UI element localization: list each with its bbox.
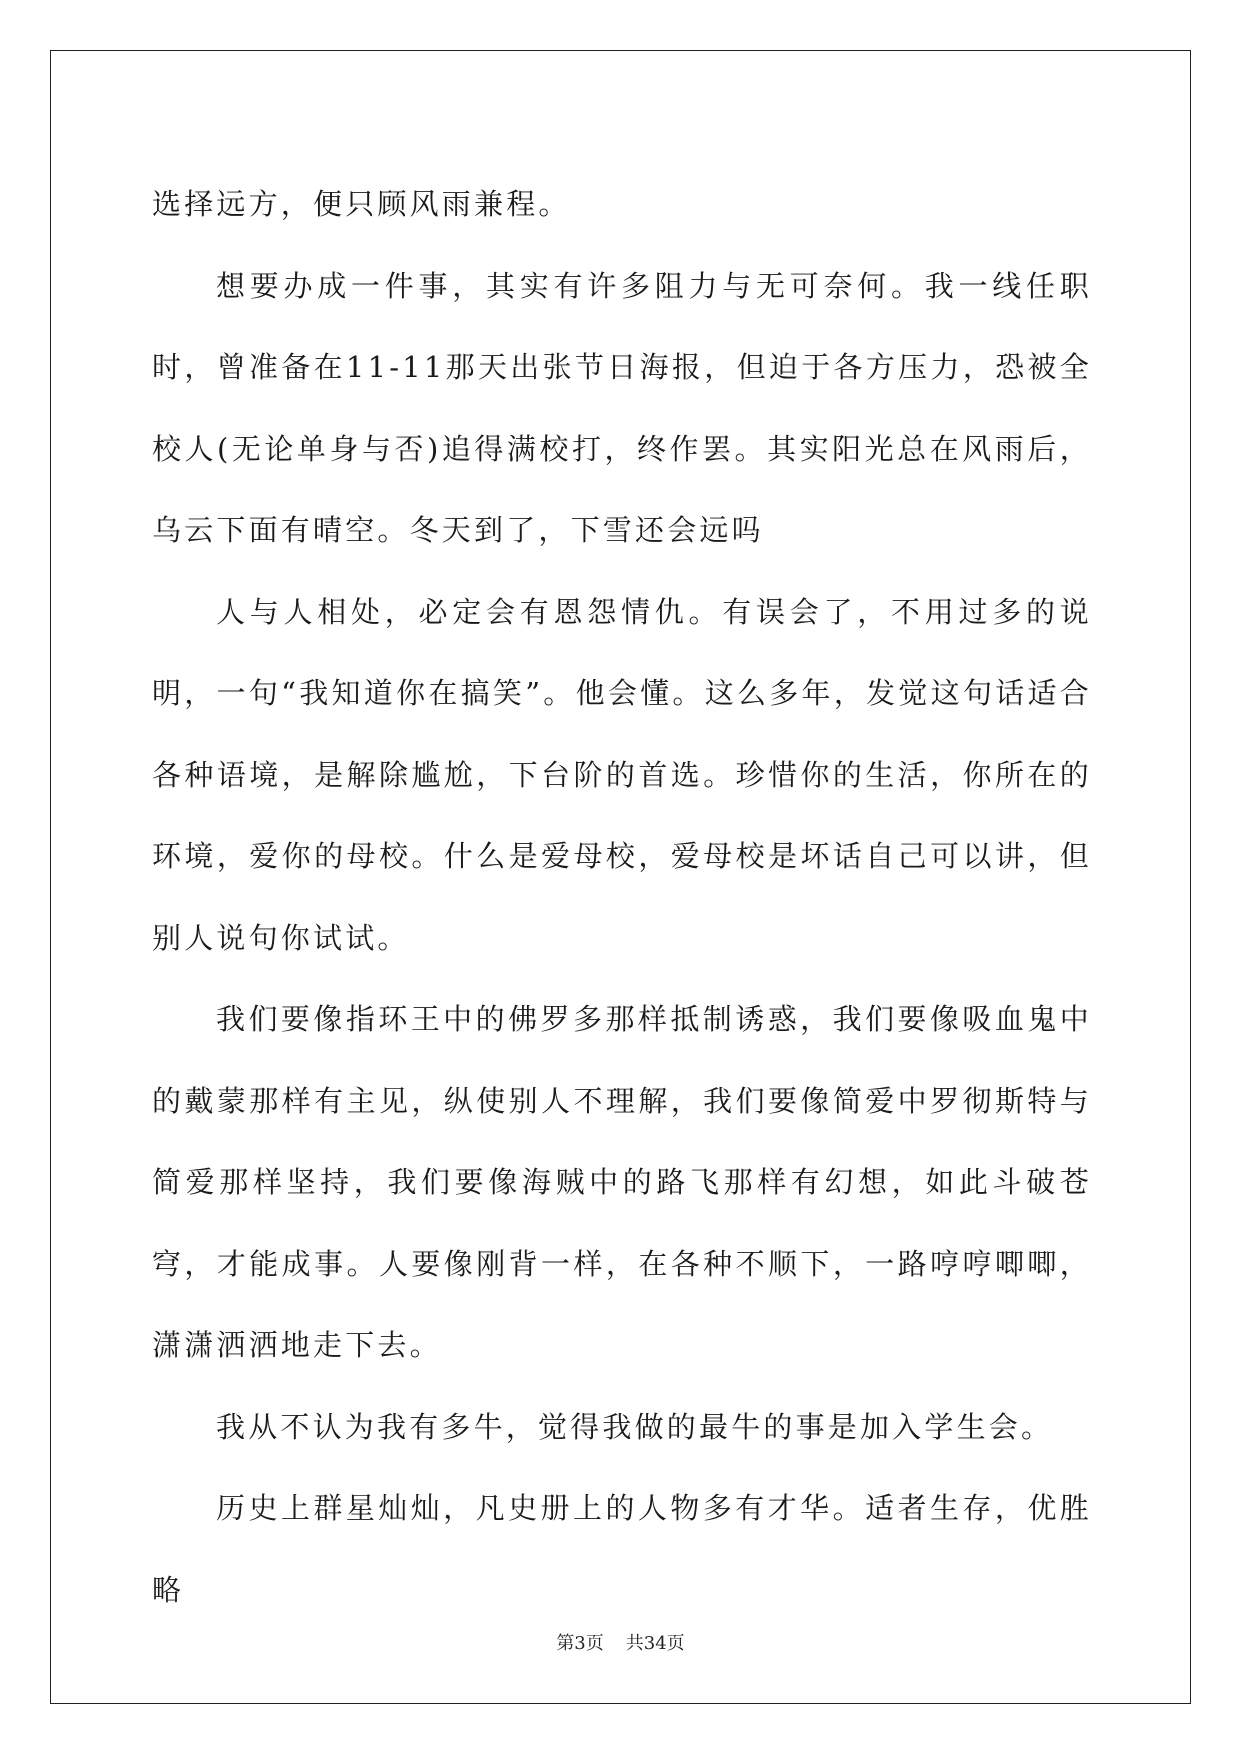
- page-total: 共34页: [625, 1633, 685, 1654]
- page-footer: [0, 1629, 1241, 1655]
- paragraph: 我们要像指环王中的佛罗多那样抵制诱惑，我们要像吸血鬼中的戴蒙那样有主见，纵使别人不理解，我们要像简爱中罗彻斯特与简爱那样坚持，我们要像海贼中的路飞那样有幻想，如此斗破苍穹，才能成事。人要像刚背一样，在各种不顺下，一路哼哼唧唧，潇潇洒洒地走下去。: [152, 1002, 1092, 1362]
- page-number: 第3页: [556, 1633, 604, 1654]
- document-body: [152, 164, 1092, 1631]
- paragraph: 我从不认为我有多牛，觉得我做的最牛的事是加入学生会。: [216, 1409, 1054, 1444]
- paragraph: 历史上群星灿灿，凡史册上的人物多有才华。适者生存，优胜略: [152, 1491, 1092, 1607]
- paragraph: 选择远方，便只顾风雨兼程。: [152, 187, 571, 221]
- paragraph: 人与人相处，必定会有恩怨情仇。有误会了，不用过多的说明，一句“我知道你在搞笑”。他会懂。这么多年，发觉这句话适合各种语境，是解除尴尬，下台阶的首选。珍惜你的生活，你所在的环境，爱你的母校。什么是爱母校，爱母校是坏话自己可以讲，但别人说句你试试。: [152, 594, 1092, 955]
- paragraph: 想要办成一件事，其实有许多阻力与无可奈何。我一线任职时，曾准备在11-11那天出张节日海报，但迫于各方压力，恐被全校人(无论单身与否)追得满校打，终作罢。其实阳光总在风雨后，乌云下面有晴空。冬天到了，下雪还会远吗: [152, 268, 1092, 547]
